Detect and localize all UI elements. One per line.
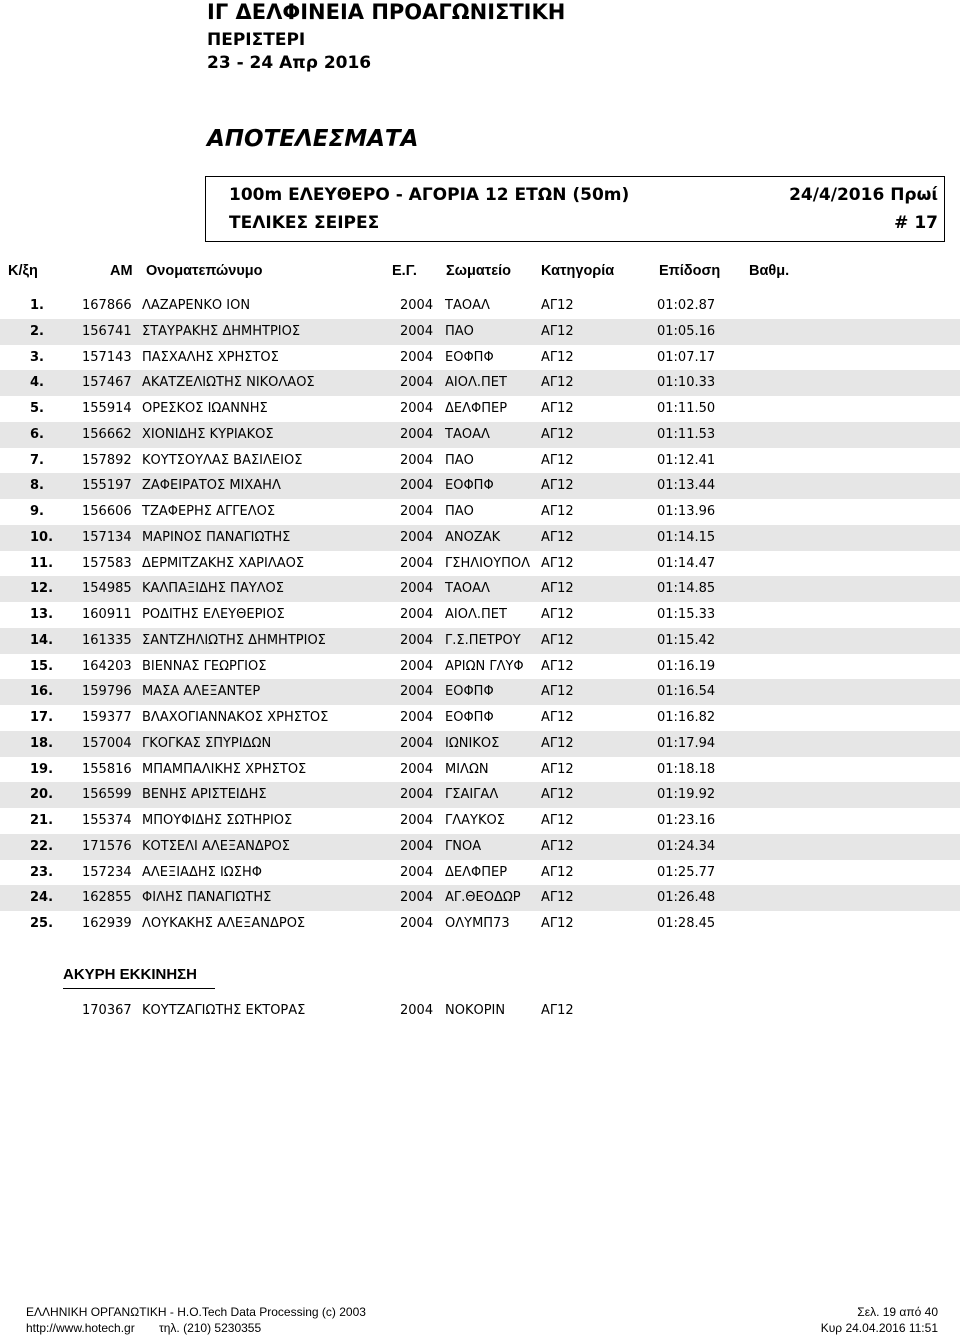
cell-category: ΑΓ12 (541, 504, 574, 519)
table-row (0, 757, 960, 783)
cell-time: 01:19.92 (657, 787, 716, 803)
col-club: Σωματείο (446, 263, 511, 279)
cell-name: ΛΑΖΑΡΕΝΚΟ ΙΟΝ (142, 298, 251, 313)
table-row (0, 654, 960, 680)
cell-rank: 25. (30, 916, 54, 931)
col-rank: Κ/ξη (8, 263, 38, 279)
cell-category: ΑΓ12 (541, 864, 574, 880)
cell-club: ΑΙΟΛ.ΠΕΤ (445, 375, 507, 391)
cell-rank: 23. (30, 864, 54, 880)
cell-rank: 3. (30, 349, 44, 365)
cell-rank: 11. (30, 555, 54, 571)
cell-rank: 18. (30, 735, 54, 751)
cell-time: 01:28.45 (657, 916, 716, 931)
table-row (0, 319, 960, 345)
cell-category: ΑΓ12 (541, 632, 574, 648)
cell-year: 2004 (400, 323, 434, 339)
cell-name: ΔΕΡΜΙΤΖΑΚΗΣ ΧΑΡΙΛΑΟΣ (142, 555, 305, 571)
cell-am: 160911 (82, 607, 132, 622)
table-row (0, 731, 960, 757)
cell-rank: 8. (30, 478, 44, 494)
cell-club: ΟΛΥΜΠ73 (445, 916, 510, 931)
cell-club: ΑΝΟΖΑΚ (445, 529, 501, 545)
cell-rank: 4. (30, 375, 44, 391)
cell-am: 162855 (82, 890, 132, 906)
table-row (0, 705, 960, 731)
cell-category: ΑΓ12 (541, 1003, 574, 1018)
cell-club: ΓΛΑΥΚΟΣ (445, 813, 505, 828)
cell-am: 155914 (82, 401, 132, 416)
cell-rank: 17. (30, 710, 54, 725)
cell-name: ΓΚΟΓΚΑΣ ΣΠΥΡΙΔΩΝ (142, 735, 272, 751)
footer-timestamp: Κυρ 24.04.2016 11:51 (820, 1321, 938, 1335)
cell-name: ΜΑΣΑ ΑΛΕΞΑΝΤΕΡ (142, 684, 261, 700)
cell-am: 170367 (82, 1003, 132, 1018)
table-row (0, 628, 960, 654)
cell-rank: 16. (30, 684, 54, 700)
cell-name: ΒΙΕΝΝΑΣ ΓΕΩΡΓΙΟΣ (142, 658, 267, 674)
cell-name: ΖΑΦΕΙΡΑΤΟΣ ΜΙΧΑΗΛ (142, 478, 281, 494)
cell-name: ΧΙΟΝΙΔΗΣ ΚΥΡΙΑΚΟΣ (142, 426, 274, 442)
event-name: 100m ΕΛΕΥΘΕΡΟ - ΑΓΟΡΙΑ 12 ΕΤΩΝ (50m) (229, 185, 630, 205)
cell-club: ΙΩΝΙΚΟΣ (445, 735, 500, 751)
cell-club: ΤΑΟΑΛ (445, 581, 490, 597)
cell-club: ΕΟΦΠΦ (445, 710, 494, 725)
cell-am: 157234 (82, 864, 132, 880)
cell-time: 01:14.47 (657, 555, 716, 571)
cell-category: ΑΓ12 (541, 529, 574, 545)
cell-rank: 5. (30, 401, 44, 416)
cell-name: ΒΛΑΧΟΓΙΑΝΝΑΚΟΣ ΧΡΗΣΤΟΣ (142, 710, 329, 725)
cell-time: 01:24.34 (657, 838, 716, 854)
cell-time: 01:26.48 (657, 890, 716, 906)
invalid-start-underline (63, 988, 215, 989)
table-row (0, 448, 960, 474)
cell-am: 155374 (82, 813, 132, 828)
cell-club: ΠΑΟ (445, 323, 474, 339)
table-row (0, 551, 960, 577)
table-row (0, 808, 960, 834)
cell-year: 2004 (400, 787, 434, 803)
cell-club: ΕΟΦΠΦ (445, 684, 494, 700)
cell-year: 2004 (400, 478, 434, 494)
cell-category: ΑΓ12 (541, 323, 574, 339)
cell-category: ΑΓ12 (541, 452, 574, 468)
results-table (0, 293, 960, 937)
table-row (0, 345, 960, 371)
footer-phone: τηλ. (210) 5230355 (159, 1321, 262, 1335)
cell-category: ΑΓ12 (541, 735, 574, 751)
cell-year: 2004 (400, 916, 434, 931)
cell-time: 01:10.33 (657, 375, 716, 391)
cell-year: 2004 (400, 838, 434, 854)
cell-am: 159796 (82, 684, 132, 700)
cell-time: 01:14.15 (657, 529, 716, 545)
cell-time: 01:15.42 (657, 632, 716, 648)
footer-page: Σελ. 19 από 40 (857, 1305, 938, 1319)
cell-am: 162939 (82, 916, 132, 931)
table-row (0, 834, 960, 860)
cell-year: 2004 (400, 632, 434, 648)
cell-rank: 1. (30, 298, 44, 313)
cell-name: ΜΑΡΙΝΟΣ ΠΑΝΑΓΙΩΤΗΣ (142, 529, 291, 545)
cell-year: 2004 (400, 426, 434, 442)
cell-rank: 10. (30, 529, 54, 545)
cell-rank: 15. (30, 658, 54, 674)
cell-name: ΚΟΤΣΕΛΙ ΑΛΕΞΑΝΔΡΟΣ (142, 838, 290, 854)
cell-name: ΤΖΑΦΕΡΗΣ ΑΓΓΕΛΟΣ (142, 504, 276, 519)
cell-time: 01:02.87 (657, 298, 716, 313)
cell-time: 01:17.94 (657, 735, 716, 751)
col-time: Επίδοση (659, 263, 721, 279)
cell-year: 2004 (400, 761, 434, 777)
cell-year: 2004 (400, 298, 434, 313)
cell-name: ΡΟΔΙΤΗΣ ΕΛΕΥΘΕΡΙΟΣ (142, 607, 285, 622)
cell-category: ΑΓ12 (541, 607, 574, 622)
table-row (0, 293, 960, 319)
cell-am: 156606 (82, 504, 132, 519)
cell-category: ΑΓ12 (541, 761, 574, 777)
cell-name: ΦΙΛΗΣ ΠΑΝΑΓΙΩΤΗΣ (142, 890, 272, 906)
cell-club: ΑΓ.ΘΕΟΔΩΡ (445, 890, 521, 906)
cell-year: 2004 (400, 581, 434, 597)
cell-am: 159377 (82, 710, 132, 725)
cell-am: 156599 (82, 787, 132, 803)
cell-name: ΣΑΝΤΖΗΛΙΩΤΗΣ ΔΗΜΗΤΡΙΟΣ (142, 632, 326, 648)
cell-club: ΑΡΙΩΝ ΓΛΥΦ (445, 658, 524, 674)
cell-club: ΑΙΟΛ.ΠΕΤ (445, 607, 507, 622)
cell-am: 161335 (82, 632, 132, 648)
cell-time: 01:23.16 (657, 813, 716, 828)
meet-venue: ΠΕΡΙΣΤΕΡΙ (207, 30, 306, 50)
cell-time: 01:11.53 (657, 426, 716, 442)
cell-time: 01:18.18 (657, 761, 716, 777)
cell-rank: 19. (30, 761, 54, 777)
cell-rank: 12. (30, 581, 54, 597)
cell-year: 2004 (400, 864, 434, 880)
cell-year: 2004 (400, 529, 434, 545)
col-name: Ονοματεπώνυμο (146, 263, 263, 279)
cell-year: 2004 (400, 710, 434, 725)
col-am: ΑΜ (110, 263, 133, 279)
cell-club: ΠΑΟ (445, 452, 474, 468)
cell-am: 164203 (82, 658, 132, 674)
cell-time: 01:14.85 (657, 581, 716, 597)
table-row (0, 370, 960, 396)
cell-category: ΑΓ12 (541, 684, 574, 700)
cell-year: 2004 (400, 401, 434, 416)
cell-club: ΔΕΛΦΠΕΡ (445, 864, 508, 880)
cell-category: ΑΓ12 (541, 787, 574, 803)
table-row (0, 885, 960, 911)
cell-am: 156741 (82, 323, 132, 339)
cell-club: ΕΟΦΠΦ (445, 478, 494, 494)
cell-time: 01:16.82 (657, 710, 716, 725)
cell-category: ΑΓ12 (541, 426, 574, 442)
cell-am: 157892 (82, 452, 132, 468)
cell-name: ΛΟΥΚΑΚΗΣ ΑΛΕΞΑΝΔΡΟΣ (142, 916, 306, 931)
cell-club: ΜΙΛΩΝ (445, 761, 489, 777)
cell-rank: 14. (30, 632, 54, 648)
cell-name: ΚΑΛΠΑΞΙΔΗΣ ΠΑΥΛΟΣ (142, 581, 284, 597)
footer-url[interactable]: http://www.hotech.gr (26, 1321, 135, 1335)
cell-club: ΓΝΟΑ (445, 838, 482, 854)
col-year: Ε.Γ. (392, 263, 417, 279)
cell-am: 156662 (82, 426, 132, 442)
cell-time: 01:11.50 (657, 401, 716, 416)
cell-am: 157143 (82, 349, 132, 365)
table-row (0, 860, 960, 886)
cell-name: ΚΟΥΤΣΟΥΛΑΣ ΒΑΣΙΛΕΙΟΣ (142, 452, 303, 468)
cell-time: 01:16.54 (657, 684, 716, 700)
cell-year: 2004 (400, 504, 434, 519)
cell-category: ΑΓ12 (541, 916, 574, 931)
cell-time: 01:12.41 (657, 452, 716, 468)
cell-time: 01:16.19 (657, 658, 716, 674)
cell-club: ΝΟΚΟΡΙΝ (445, 1003, 506, 1018)
table-row (0, 576, 960, 602)
cell-year: 2004 (400, 890, 434, 906)
cell-am: 157134 (82, 529, 132, 545)
cell-time: 01:13.44 (657, 478, 716, 494)
cell-year: 2004 (400, 813, 434, 828)
cell-rank: 24. (30, 890, 54, 906)
table-row (0, 422, 960, 448)
cell-time: 01:25.77 (657, 864, 716, 880)
event-date: 24/4/2016 Πρωί (789, 185, 938, 205)
cell-category: ΑΓ12 (541, 555, 574, 571)
event-number: # 17 (894, 213, 938, 233)
cell-name: ΣΤΑΥΡΑΚΗΣ ΔΗΜΗΤΡΙΟΣ (142, 323, 301, 339)
cell-name: ΒΕΝΗΣ ΑΡΙΣΤΕΙΔΗΣ (142, 787, 267, 803)
cell-club: Γ.Σ.ΠΕΤΡΟΥ (445, 632, 521, 648)
col-category: Κατηγορία (541, 263, 615, 279)
cell-category: ΑΓ12 (541, 710, 574, 725)
cell-club: ΓΣΗΛΙΟΥΠΟΛ (445, 555, 531, 571)
cell-year: 2004 (400, 684, 434, 700)
cell-year: 2004 (400, 607, 434, 622)
cell-category: ΑΓ12 (541, 298, 574, 313)
cell-rank: 22. (30, 838, 54, 854)
invalid-start-heading: ΑΚΥΡΗ ΕΚΚΙΝΗΣΗ (63, 966, 198, 983)
cell-name: ΚΟΥΤΖΑΓΙΩΤΗΣ ΕΚΤΟΡΑΣ (142, 1003, 306, 1018)
table-row (0, 602, 960, 628)
cell-rank: 9. (30, 504, 44, 519)
cell-name: ΑΛΕΞΙΑΔΗΣ ΙΩΣΗΦ (142, 864, 262, 880)
table-row (0, 679, 960, 705)
cell-time: 01:07.17 (657, 349, 716, 365)
cell-category: ΑΓ12 (541, 890, 574, 906)
cell-club: ΤΑΟΑΛ (445, 426, 490, 442)
cell-time: 01:13.96 (657, 504, 716, 519)
cell-category: ΑΓ12 (541, 478, 574, 494)
footer-org: ΕΛΛΗΝΙΚΗ ΟΡΓΑΝΩΤΙΚΗ - Η.Ο.Tech Data Processing (c) 2003 (26, 1305, 366, 1319)
cell-am: 171576 (82, 838, 132, 854)
meet-dates: 23 - 24 Απρ 2016 (207, 53, 372, 73)
cell-rank: 2. (30, 323, 44, 339)
event-round: ΤΕΛΙΚΕΣ ΣΕΙΡΕΣ (229, 213, 380, 233)
cell-rank: 7. (30, 452, 44, 468)
cell-am: 155816 (82, 761, 132, 777)
cell-year: 2004 (400, 349, 434, 365)
cell-category: ΑΓ12 (541, 658, 574, 674)
cell-year: 2004 (400, 375, 434, 391)
cell-am: 167866 (82, 298, 132, 313)
cell-year: 2004 (400, 735, 434, 751)
cell-category: ΑΓ12 (541, 581, 574, 597)
cell-name: ΑΚΑΤΖΕΛΙΩΤΗΣ ΝΙΚΟΛΑΟΣ (142, 375, 315, 391)
cell-category: ΑΓ12 (541, 838, 574, 854)
cell-am: 154985 (82, 581, 132, 597)
cell-am: 157583 (82, 555, 132, 571)
cell-am: 157004 (82, 735, 132, 751)
cell-club: ΤΑΟΑΛ (445, 298, 490, 313)
cell-category: ΑΓ12 (541, 375, 574, 391)
cell-rank: 6. (30, 426, 44, 442)
cell-am: 157467 (82, 375, 132, 391)
col-points: Βαθμ. (749, 263, 790, 279)
cell-club: ΠΑΟ (445, 504, 474, 519)
cell-rank: 21. (30, 813, 54, 828)
table-row (0, 911, 960, 937)
cell-club: ΓΣΑΙΓΑΛ (445, 787, 499, 803)
cell-name: ΟΡΕΣΚΟΣ ΙΩΑΝΝΗΣ (142, 401, 268, 416)
cell-category: ΑΓ12 (541, 349, 574, 365)
table-row (0, 525, 960, 551)
cell-year: 2004 (400, 1003, 434, 1018)
cell-time: 01:05.16 (657, 323, 716, 339)
table-row (0, 782, 960, 808)
cell-name: ΠΑΣΧΑΛΗΣ ΧΡΗΣΤΟΣ (142, 349, 279, 365)
cell-name: ΜΠΟΥΦΙΔΗΣ ΣΩΤΗΡΙΟΣ (142, 813, 293, 828)
cell-year: 2004 (400, 555, 434, 571)
cell-rank: 13. (30, 607, 54, 622)
cell-year: 2004 (400, 658, 434, 674)
cell-name: ΜΠΑΜΠΑΛΙΚΗΣ ΧΡΗΣΤΟΣ (142, 761, 307, 777)
table-row (0, 396, 960, 422)
table-row (0, 499, 960, 525)
cell-time: 01:15.33 (657, 607, 716, 622)
table-row (0, 473, 960, 499)
cell-category: ΑΓ12 (541, 401, 574, 416)
cell-am: 155197 (82, 478, 132, 494)
cell-rank: 20. (30, 787, 54, 803)
cell-club: ΕΟΦΠΦ (445, 349, 494, 365)
cell-year: 2004 (400, 452, 434, 468)
cell-category: ΑΓ12 (541, 813, 574, 828)
cell-club: ΔΕΛΦΠΕΡ (445, 401, 508, 416)
results-heading: ΑΠΟΤΕΛΕΣΜΑΤΑ (207, 126, 419, 152)
meet-title: ΙΓ ΔΕΛΦΙΝΕΙΑ ΠΡΟΑΓΩΝΙΣΤΙΚΗ (207, 0, 566, 24)
invalid-start-row (0, 998, 960, 1024)
